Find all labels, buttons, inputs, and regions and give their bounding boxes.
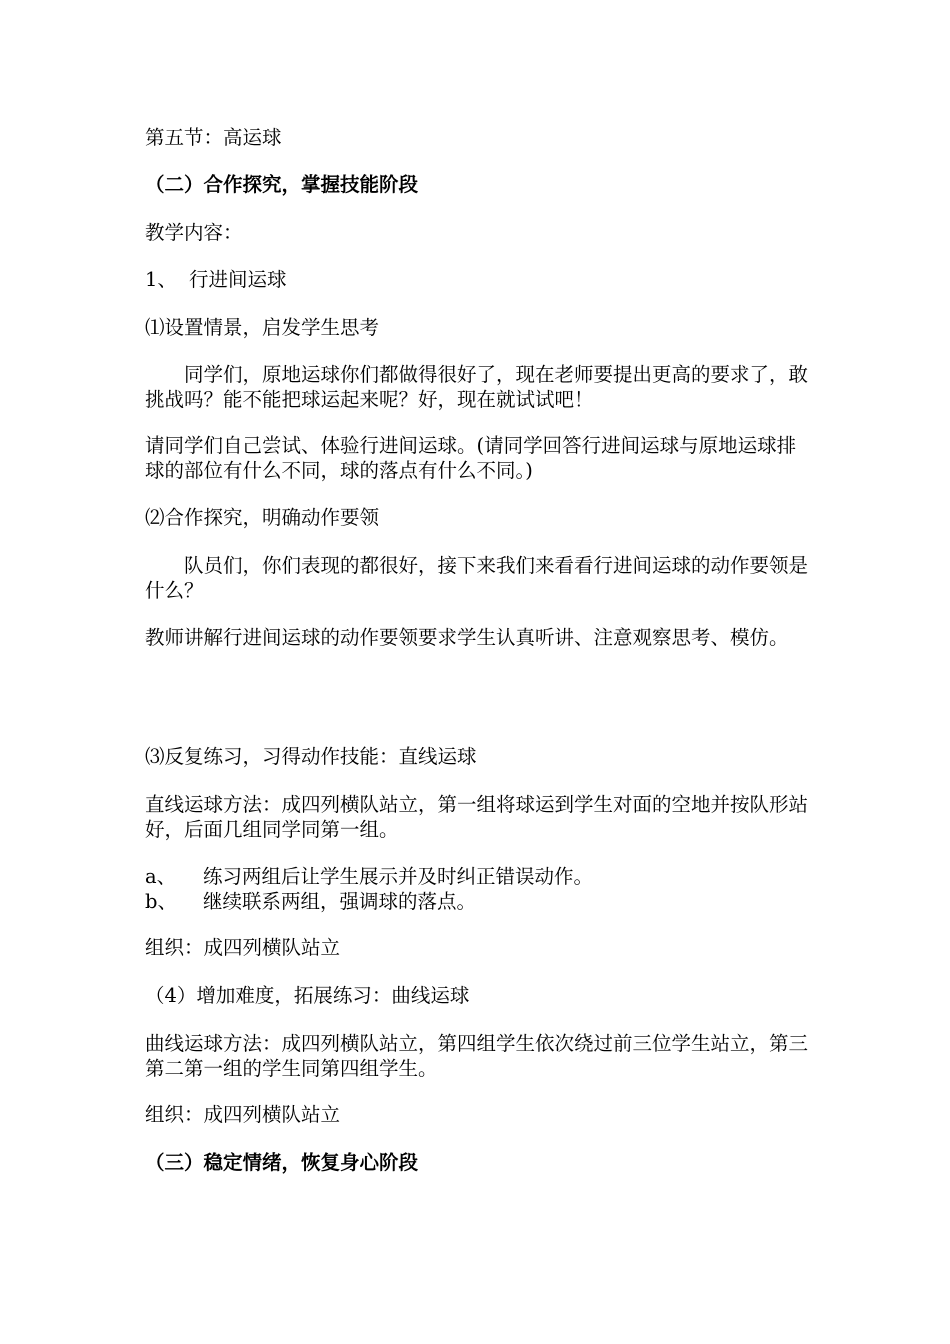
list-text-a: 练习两组后让学生展示并及时纠正错误动作。 bbox=[203, 865, 594, 888]
paragraph-try: 请同学们自己尝试、体验行进间运球。(请同学回答行进间运球与原地运球排球的部位有什么不同，球的落点有什么不同。) bbox=[145, 434, 797, 482]
subheading-3: ⑶反复练习，习得动作技能：直线运球 bbox=[145, 745, 477, 768]
teaching-content-label: 教学内容： bbox=[145, 221, 243, 244]
document-page bbox=[145, 0, 815, 1344]
list-item-a bbox=[145, 864, 815, 889]
item-1-number: 1、 bbox=[145, 268, 177, 291]
list-marker-a: a、 bbox=[145, 865, 177, 888]
item-1 bbox=[145, 267, 815, 292]
list-text-b: 继续联系两组，强调球的落点。 bbox=[203, 890, 477, 913]
paragraph-teacher: 教师讲解行进间运球的动作要领要求学生认真听讲、注意观察思考、模仿。 bbox=[145, 626, 789, 649]
subheading-1: ⑴设置情景，启发学生思考 bbox=[145, 316, 380, 339]
section-title: 第五节：高运球 bbox=[145, 126, 282, 149]
paragraph-curve-method: 曲线运球方法：成四列横队站立，第四组学生依次绕过前三位学生站立，第三第二第一组的学生同第四组学生。 bbox=[145, 1032, 809, 1080]
paragraph-team: 队员们，你们表现的都很好，接下来我们来看看行进间运球的动作要领是什么？ bbox=[145, 554, 809, 602]
organization-line-2: 组织：成四列横队站立 bbox=[145, 1103, 341, 1126]
list-item-b bbox=[145, 889, 815, 914]
subheading-4: （4）增加难度，拓展练习：曲线运球 bbox=[145, 984, 470, 1007]
paragraph-intro: 同学们，原地运球你们都做得很好了，现在老师要提出更高的要求了，敢挑战吗？能不能把球运起来呢？好，现在就试试吧！ bbox=[145, 363, 809, 411]
item-1-text: 行进间运球 bbox=[189, 268, 287, 291]
list-marker-b: b、 bbox=[145, 890, 177, 913]
stage-heading-3: （三）稳定情绪，恢复身心阶段 bbox=[145, 1151, 419, 1174]
subheading-2: ⑵合作探究，明确动作要领 bbox=[145, 506, 380, 529]
organization-line-1: 组织：成四列横队站立 bbox=[145, 936, 341, 959]
paragraph-straight-method: 直线运球方法：成四列横队站立，第一组将球运到学生对面的空地并按队形站好，后面几组同学同第一组。 bbox=[145, 793, 809, 841]
stage-heading-2: （二）合作探究，掌握技能阶段 bbox=[145, 173, 419, 196]
